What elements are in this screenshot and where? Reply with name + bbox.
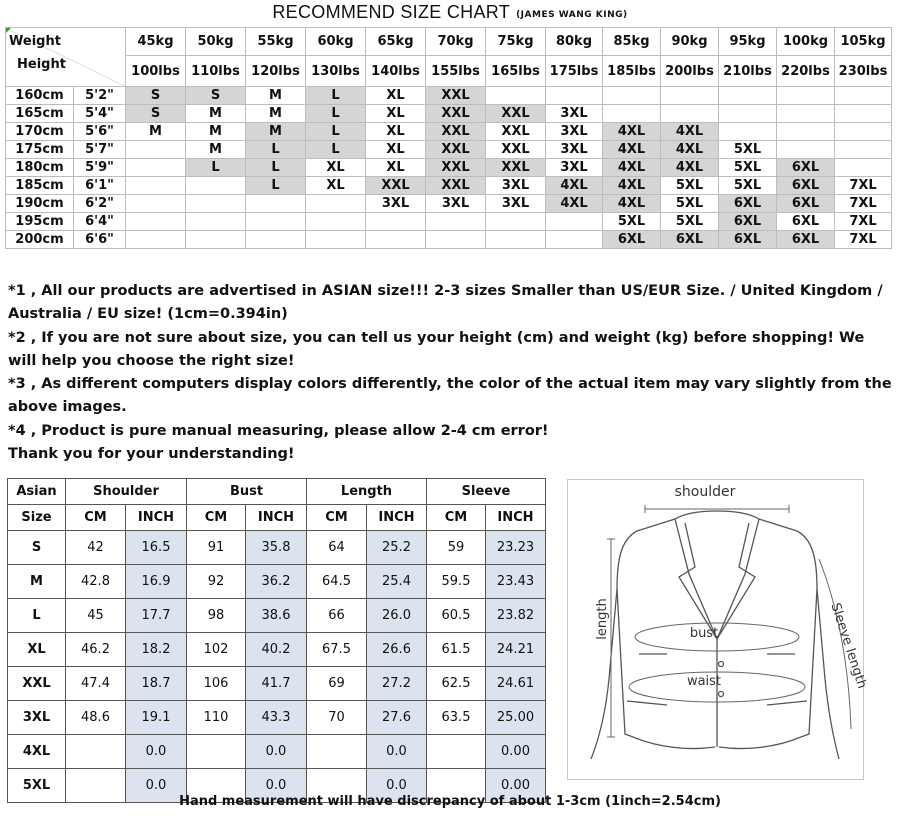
size-cell [546, 231, 603, 249]
measure-value-cell: 91 [187, 531, 246, 565]
size-chart-table [5, 27, 892, 249]
size-cell: XXL [426, 159, 486, 177]
size-cell: S [126, 105, 186, 123]
weight-lbs-cell: 120lbs [246, 56, 306, 87]
size-cell: XL [366, 105, 426, 123]
measure-value-cell: 18.7 [126, 667, 187, 701]
measure-group-header: Shoulder [66, 479, 187, 505]
size-cell: L [306, 87, 366, 105]
size-cell: M [186, 105, 246, 123]
unit-cm-header: CM [66, 505, 126, 531]
height-cm-cell: 185cm [6, 177, 74, 195]
measure-value-cell [307, 735, 367, 769]
measure-value-cell: 16.5 [126, 531, 187, 565]
size-cell: 4XL [546, 177, 603, 195]
measure-size-cell: 5XL [8, 769, 66, 803]
measure-value-cell: 41.7 [246, 667, 307, 701]
measure-value-cell: 62.5 [427, 667, 486, 701]
measure-value-cell: 25.00 [486, 701, 546, 735]
size-chart-row [6, 105, 892, 123]
measure-value-cell: 24.61 [486, 667, 546, 701]
unit-cm-header: CM [307, 505, 367, 531]
chart-title [0, 2, 900, 24]
measure-value-cell: 40.2 [246, 633, 307, 667]
measure-value-cell: 0.0 [246, 769, 307, 803]
measure-value-cell: 60.5 [427, 599, 486, 633]
size-cell: 4XL [661, 159, 719, 177]
height-ft-cell: 6'2" [74, 195, 126, 213]
measure-row [8, 599, 546, 633]
weight-kg-cell: 70kg [426, 28, 486, 56]
measure-value-cell [187, 735, 246, 769]
measure-size-cell: 4XL [8, 735, 66, 769]
measure-value-cell [427, 735, 486, 769]
measure-value-cell: 26.6 [367, 633, 427, 667]
measure-group-header: Bust [187, 479, 307, 505]
size-cell [835, 159, 892, 177]
size-cell: M [246, 123, 306, 141]
measure-value-cell: 92 [187, 565, 246, 599]
size-cell: XXL [486, 141, 546, 159]
size-cell [126, 177, 186, 195]
height-cm-cell: 195cm [6, 213, 74, 231]
height-ft-cell: 5'9" [74, 159, 126, 177]
size-cell: 3XL [546, 123, 603, 141]
weight-lbs-cell: 165lbs [486, 56, 546, 87]
measure-value-cell: 66 [307, 599, 367, 633]
size-cell: 5XL [661, 177, 719, 195]
size-cell [366, 231, 426, 249]
measure-group-header: Sleeve [427, 479, 546, 505]
size-cell [126, 195, 186, 213]
height-ft-cell: 5'2" [74, 87, 126, 105]
measure-value-cell: 18.2 [126, 633, 187, 667]
chart-title-text: RECOMMEND SIZE CHART [272, 2, 511, 22]
size-cell: XL [366, 159, 426, 177]
size-cell: XXL [486, 123, 546, 141]
height-cm-cell: 165cm [6, 105, 74, 123]
size-cell [186, 213, 246, 231]
measure-value-cell: 25.4 [367, 565, 427, 599]
unit-inch-header: INCH [486, 505, 546, 531]
size-cell [306, 231, 366, 249]
size-cell: 4XL [661, 123, 719, 141]
size-cell [306, 195, 366, 213]
size-chart-row [6, 231, 892, 249]
measure-value-cell: 47.4 [66, 667, 126, 701]
weight-kg-cell: 80kg [546, 28, 603, 56]
size-cell [486, 87, 546, 105]
measure-value-cell: 0.00 [486, 735, 546, 769]
measure-size-cell: 3XL [8, 701, 66, 735]
size-chart-row [6, 87, 892, 105]
measure-value-cell: 35.8 [246, 531, 307, 565]
measure-value-cell: 59 [427, 531, 486, 565]
size-cell: M [186, 141, 246, 159]
measure-value-cell: 63.5 [427, 701, 486, 735]
weight-kg-cell: 55kg [246, 28, 306, 56]
size-cell [835, 87, 892, 105]
unit-inch-header: INCH [367, 505, 427, 531]
measure-unit-row [8, 505, 546, 531]
size-cell [426, 231, 486, 249]
weight-lbs-cell: 130lbs [306, 56, 366, 87]
height-ft-cell: 6'4" [74, 213, 126, 231]
size-cell [777, 87, 835, 105]
measure-value-cell: 23.43 [486, 565, 546, 599]
size-cell: XXL [426, 123, 486, 141]
diagram-shoulder-label: shoulder [674, 484, 736, 500]
size-cell: XXL [426, 177, 486, 195]
size-cell: XL [306, 177, 366, 195]
brand-name: (JAMES WANG KING) [516, 10, 628, 20]
size-cell: M [246, 105, 306, 123]
measure-size-cell: L [8, 599, 66, 633]
size-cell: M [186, 123, 246, 141]
footer-note: Hand measurement will have discrepancy of about 1-3cm (1inch=2.54cm) [179, 794, 721, 809]
size-cell: 5XL [719, 141, 777, 159]
measure-group-header: Length [307, 479, 427, 505]
size-cell: 3XL [546, 141, 603, 159]
size-cell [835, 141, 892, 159]
size-cell [603, 105, 661, 123]
measurement-table [7, 478, 546, 803]
measure-value-cell: 0.0 [126, 735, 187, 769]
diagram-bust-label: bust [689, 626, 719, 641]
diagram-sleeve-label: Sleeve length [827, 601, 870, 691]
size-cell [777, 105, 835, 123]
note-line: Thank you for your understanding! [8, 446, 295, 463]
size-cell: 5XL [603, 213, 661, 231]
size-cell [661, 105, 719, 123]
size-cell: 6XL [777, 213, 835, 231]
measure-value-cell: 45 [66, 599, 126, 633]
size-cell [246, 213, 306, 231]
height-ft-cell: 5'4" [74, 105, 126, 123]
note-line: *1 , All our products are advertised in ASIAN size!!! 2-3 sizes Smaller than US/EUR Size. / United Kingdom / Australia / EU size! (1cm=0.394in) [8, 283, 883, 323]
measure-row [8, 735, 546, 769]
weight-lbs-cell: 155lbs [426, 56, 486, 87]
measure-value-cell: 0.0 [126, 769, 187, 803]
size-cell [719, 87, 777, 105]
measure-header-row [8, 479, 546, 505]
size-cell: XXL [366, 177, 426, 195]
measure-row [8, 531, 546, 565]
notes [8, 280, 893, 466]
size-cell: L [246, 177, 306, 195]
size-cell: S [186, 87, 246, 105]
measure-value-cell: 24.21 [486, 633, 546, 667]
height-cm-cell: 160cm [6, 87, 74, 105]
size-cell [426, 213, 486, 231]
measure-value-cell: 46.2 [66, 633, 126, 667]
unit-inch-header: INCH [246, 505, 307, 531]
measure-value-cell: 16.9 [126, 565, 187, 599]
size-cell: L [306, 105, 366, 123]
height-label: Height [17, 57, 66, 72]
size-chart-row [6, 213, 892, 231]
size-cell: 6XL [719, 231, 777, 249]
size-cell: XXL [486, 105, 546, 123]
measure-value-cell: 26.0 [367, 599, 427, 633]
size-cell: 3XL [486, 195, 546, 213]
size-cell [246, 195, 306, 213]
height-ft-cell: 6'6" [74, 231, 126, 249]
weight-kg-cell: 90kg [661, 28, 719, 56]
size-cell: 5XL [719, 159, 777, 177]
size-cell: 6XL [777, 231, 835, 249]
size-cell: 6XL [661, 231, 719, 249]
measure-value-cell: 69 [307, 667, 367, 701]
size-cell [246, 231, 306, 249]
size-cell [126, 231, 186, 249]
weight-height-corner [6, 28, 126, 87]
measure-value-cell: 25.2 [367, 531, 427, 565]
note-line: *2 , If you are not sure about size, you can tell us your height (cm) and weight (kg) before shopping! We will help you choose the right size! [8, 329, 865, 369]
weight-lbs-cell: 100lbs [126, 56, 186, 87]
size-cell: XL [366, 87, 426, 105]
measure-row [8, 565, 546, 599]
weight-kg-cell: 65kg [366, 28, 426, 56]
size-cell: 4XL [603, 123, 661, 141]
weight-label: Weight [9, 34, 61, 49]
size-cell: 3XL [366, 195, 426, 213]
size-cell: 6XL [777, 177, 835, 195]
size-chart-row [6, 177, 892, 195]
weight-lbs-cell: 175lbs [546, 56, 603, 87]
weight-kg-cell: 75kg [486, 28, 546, 56]
size-cell: 5XL [661, 213, 719, 231]
measure-value-cell: 110 [187, 701, 246, 735]
size-cell: 3XL [486, 177, 546, 195]
size-cell [186, 195, 246, 213]
weight-lbs-cell: 230lbs [835, 56, 892, 87]
size-cell: L [186, 159, 246, 177]
size-cell: XL [366, 123, 426, 141]
size-cell [186, 231, 246, 249]
size-cell: 5XL [661, 195, 719, 213]
measure-value-cell: 23.23 [486, 531, 546, 565]
weight-lbs-row [6, 56, 892, 87]
size-cell: 6XL [777, 195, 835, 213]
weight-kg-cell: 105kg [835, 28, 892, 56]
size-cell: L [306, 141, 366, 159]
weight-lbs-cell: 210lbs [719, 56, 777, 87]
size-cell [546, 87, 603, 105]
measure-value-cell: 59.5 [427, 565, 486, 599]
measure-value-cell: 27.2 [367, 667, 427, 701]
measure-value-cell: 64 [307, 531, 367, 565]
height-ft-cell: 5'7" [74, 141, 126, 159]
size-cell: 4XL [603, 195, 661, 213]
measure-value-cell: 0.0 [367, 735, 427, 769]
size-cell [777, 141, 835, 159]
measure-value-cell: 64.5 [307, 565, 367, 599]
weight-kg-cell: 50kg [186, 28, 246, 56]
size-cell: 6XL [603, 231, 661, 249]
size-cell [126, 141, 186, 159]
size-cell: 6XL [777, 159, 835, 177]
size-cell [186, 177, 246, 195]
measure-value-cell: 0.0 [246, 735, 307, 769]
unit-cm-header: CM [427, 505, 486, 531]
unit-inch-header: INCH [126, 505, 187, 531]
measure-value-cell: 17.7 [126, 599, 187, 633]
size-chart-row [6, 141, 892, 159]
weight-lbs-cell: 200lbs [661, 56, 719, 87]
weight-lbs-cell: 140lbs [366, 56, 426, 87]
size-chart-row [6, 123, 892, 141]
measure-value-cell: 42 [66, 531, 126, 565]
height-cm-cell: 190cm [6, 195, 74, 213]
size-cell: M [126, 123, 186, 141]
size-cell [835, 105, 892, 123]
size-cell: 6XL [719, 195, 777, 213]
size-cell: XXL [426, 141, 486, 159]
measure-row [8, 701, 546, 735]
size-cell: XXL [426, 105, 486, 123]
measure-value-cell: 98 [187, 599, 246, 633]
height-cm-cell: 175cm [6, 141, 74, 159]
measure-value-cell: 67.5 [307, 633, 367, 667]
size-cell [126, 213, 186, 231]
weight-kg-cell: 60kg [306, 28, 366, 56]
measure-size-cell: XXL [8, 667, 66, 701]
size-cell [306, 213, 366, 231]
measure-value-cell: 70 [307, 701, 367, 735]
measure-row [8, 667, 546, 701]
size-cell: M [246, 87, 306, 105]
size-cell: 4XL [661, 141, 719, 159]
weight-lbs-cell: 220lbs [777, 56, 835, 87]
measure-value-cell: 23.82 [486, 599, 546, 633]
measure-value-cell: 61.5 [427, 633, 486, 667]
size-cell: XXL [426, 87, 486, 105]
measure-size-cell: XL [8, 633, 66, 667]
jacket-diagram [567, 479, 870, 780]
measure-value-cell: 38.6 [246, 599, 307, 633]
size-cell [719, 105, 777, 123]
size-cell: XXL [486, 159, 546, 177]
height-ft-cell: 6'1" [74, 177, 126, 195]
size-cell: 7XL [835, 177, 892, 195]
size-cell: L [246, 141, 306, 159]
size-cell: 4XL [546, 195, 603, 213]
size-chart-row [6, 195, 892, 213]
size-cell [835, 123, 892, 141]
size-cell: 3XL [546, 159, 603, 177]
measure-value-cell: 19.1 [126, 701, 187, 735]
measure-value-cell: 106 [187, 667, 246, 701]
measure-value-cell: 0.0 [367, 769, 427, 803]
measure-row [8, 633, 546, 667]
measure-value-cell: 27.6 [367, 701, 427, 735]
size-cell [719, 123, 777, 141]
note-line: *4 , Product is pure manual measuring, please allow 2-4 cm error! [8, 422, 549, 439]
height-cm-cell: 180cm [6, 159, 74, 177]
size-cell [661, 87, 719, 105]
size-cell: XL [366, 141, 426, 159]
size-cell: 3XL [546, 105, 603, 123]
size-cell [486, 231, 546, 249]
measure-value-cell: 48.6 [66, 701, 126, 735]
size-cell: XL [306, 159, 366, 177]
size-cell: 3XL [426, 195, 486, 213]
height-ft-cell: 5'6" [74, 123, 126, 141]
size-cell [366, 213, 426, 231]
size-chart-row [6, 159, 892, 177]
height-cm-cell: 170cm [6, 123, 74, 141]
green-corner-mark [6, 28, 11, 33]
weight-kg-cell: 95kg [719, 28, 777, 56]
measure-value-cell: 0.00 [486, 769, 546, 803]
size-cell [546, 213, 603, 231]
size-cell: 4XL [603, 141, 661, 159]
size-cell: S [126, 87, 186, 105]
size-cell: L [306, 123, 366, 141]
weight-lbs-cell: 185lbs [603, 56, 661, 87]
weight-kg-cell: 85kg [603, 28, 661, 56]
height-cm-cell: 200cm [6, 231, 74, 249]
measure-size-cell: S [8, 531, 66, 565]
weight-kg-cell: 45kg [126, 28, 186, 56]
size-cell [777, 123, 835, 141]
diagram-length-label: length [595, 598, 610, 640]
size-cell: 7XL [835, 213, 892, 231]
measure-value-cell: 43.3 [246, 701, 307, 735]
weight-kg-row [6, 28, 892, 56]
asian-label: Asian [8, 479, 66, 505]
size-cell: 4XL [603, 159, 661, 177]
size-cell: 7XL [835, 231, 892, 249]
size-cell [603, 87, 661, 105]
size-cell: 5XL [719, 177, 777, 195]
size-cell [126, 159, 186, 177]
diagram-waist-label: waist [686, 674, 722, 689]
unit-cm-header: CM [187, 505, 246, 531]
size-cell: L [246, 159, 306, 177]
size-cell: 7XL [835, 195, 892, 213]
measure-size-cell: M [8, 565, 66, 599]
measure-value-cell: 36.2 [246, 565, 307, 599]
measure-value-cell [66, 735, 126, 769]
size-label: Size [8, 505, 66, 531]
note-line: *3 , As different computers display colors differently, the color of the actual item may vary slightly from the above images. [8, 376, 892, 416]
size-cell: 6XL [719, 213, 777, 231]
size-cell [486, 213, 546, 231]
weight-kg-cell: 100kg [777, 28, 835, 56]
weight-lbs-cell: 110lbs [186, 56, 246, 87]
size-cell: 4XL [603, 177, 661, 195]
measure-value-cell: 42.8 [66, 565, 126, 599]
measure-value-cell: 102 [187, 633, 246, 667]
